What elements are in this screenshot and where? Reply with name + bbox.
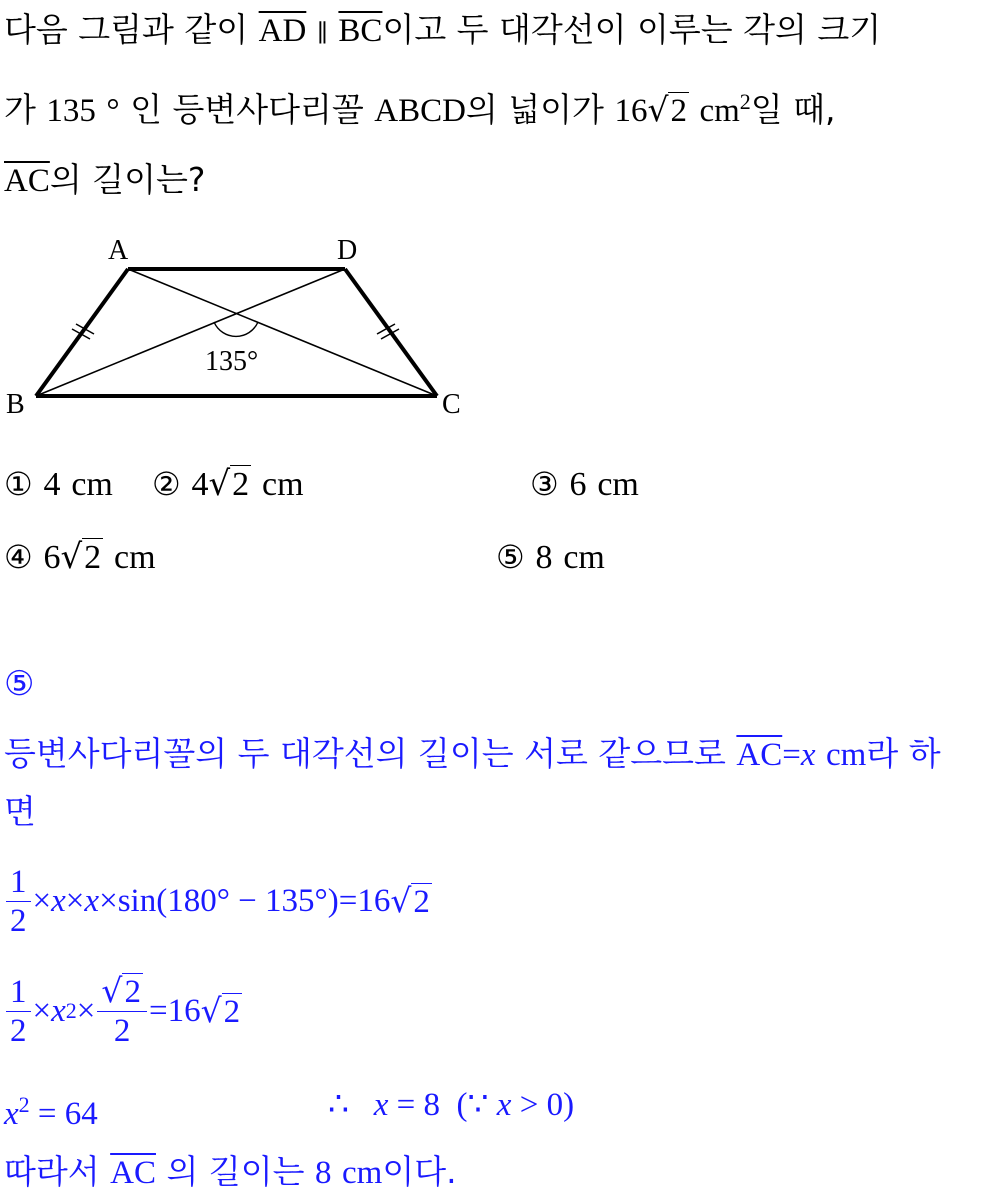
question-text: 다음 그림과 같이 (4, 10, 249, 49)
question-line-3 (4, 158, 205, 203)
solution-line-1: 등변사다리꼴의 두 대각선의 길이는 서로 같으므로 $\overline{AC}=x$ cm라 하 (4, 734, 941, 773)
choice-3[interactable]: ③ 6 cm (530, 465, 639, 503)
quadrilateral-name: ABCD (374, 93, 466, 129)
area-exponent: 2 (739, 89, 751, 114)
solution-conclusion: ∴ x = 8 (∵ x > 0) (328, 1087, 575, 1123)
question-text: 의 넓이가 (465, 90, 604, 129)
question-text: 가 (4, 90, 36, 129)
vertex-label-c: C (442, 389, 461, 420)
choice-2[interactable]: ② 4√2 cm (152, 464, 304, 504)
angle-value: 135 (46, 93, 96, 129)
question-text: 이고 두 대각선이 이루는 각의 크기 (382, 10, 882, 49)
solution-equation-3: $x^2 = 64$ (4, 1092, 98, 1132)
area-sqrt: √2 (647, 90, 687, 129)
vertex-label-b: B (6, 389, 25, 420)
segment-ac: $\overline{AC}$ (4, 163, 50, 199)
solution-equation-2: $\frac{1}{2}$ × x 2 × $\frac{√2}{2}$ = 16 √2 (4, 966, 242, 1056)
angle-label: 135° (205, 346, 259, 377)
question-line-2 (4, 80, 836, 133)
degree-symbol: ° (106, 93, 120, 129)
area-coefficient: 16 (614, 93, 648, 129)
choice-4[interactable]: ④ 6√2 cm (4, 537, 156, 577)
solution-answer: ⑤ (4, 664, 35, 704)
angle-arc (214, 322, 258, 336)
question-text: 일 때, (750, 90, 836, 129)
vertex-label-d: D (337, 235, 358, 266)
segment-ad: $\overline{AD}$ (258, 13, 307, 49)
question-line-1 (4, 8, 881, 56)
question-text: 인 등변사다리꼴 (130, 90, 364, 129)
solution-final: 따라서 $\overline{AC}$ 의 길이는 8 cm이다. (4, 1152, 457, 1191)
segment-bc: $\overline{BC}$ (338, 13, 383, 49)
choice-1[interactable]: ① 4 cm (4, 465, 113, 503)
vertex-label-a: A (108, 235, 129, 266)
parallel-symbol: ∥ (316, 21, 328, 47)
solution-line-2: 면 (4, 792, 36, 831)
question-text: 의 길이는? (49, 160, 206, 199)
solution-equation-1: $\frac{1}{2}$ × x × x × sin ( 180° − 135° ) = 16 √2 (4, 858, 432, 944)
area-unit: cm (699, 93, 740, 129)
trapezoid-figure (0, 225, 480, 425)
choice-5[interactable]: ⑤ 8 cm (496, 538, 605, 576)
